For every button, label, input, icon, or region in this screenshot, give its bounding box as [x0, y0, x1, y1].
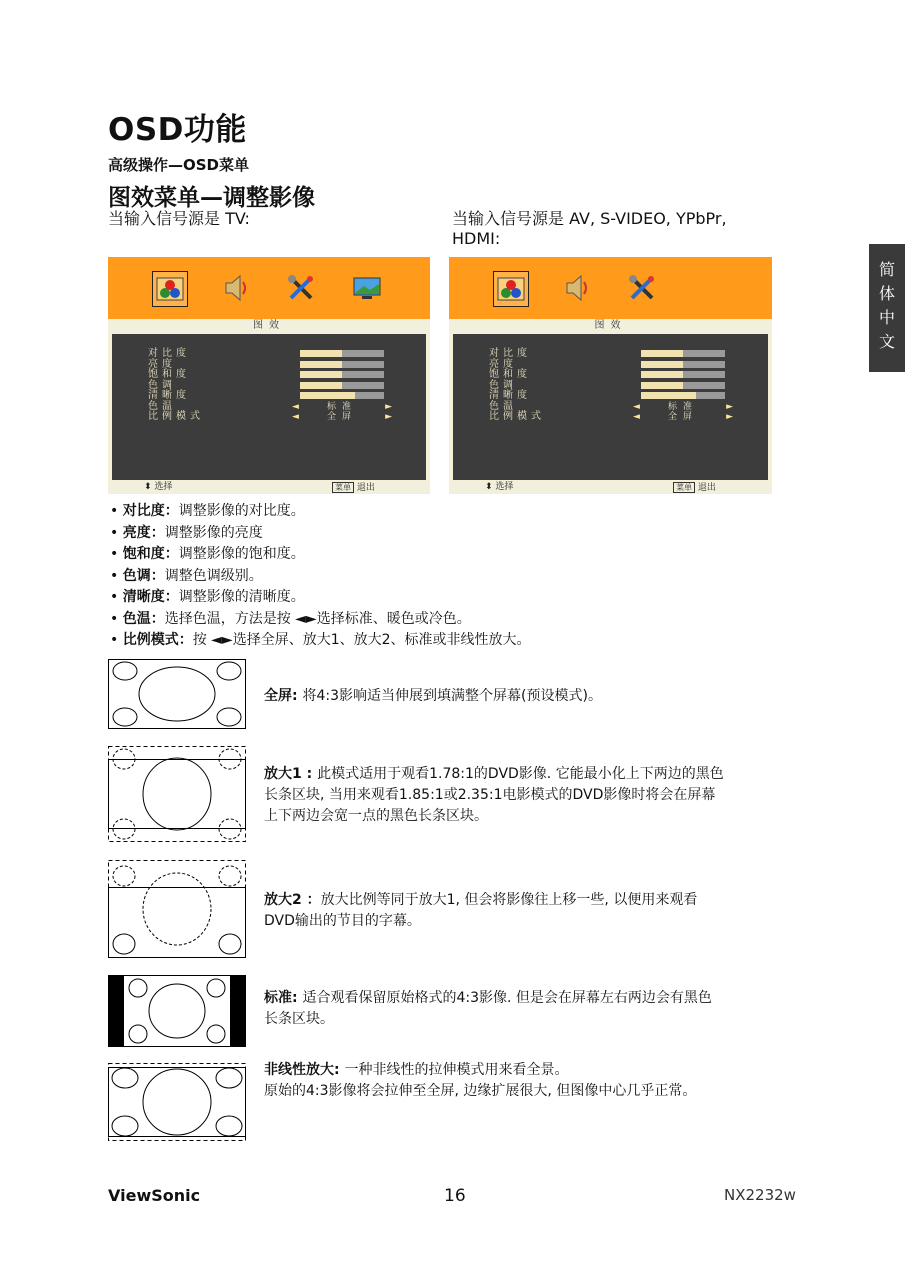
list-item: • 清晰度：调整影像的清晰度。: [110, 589, 305, 605]
osd-item-label[interactable]: 色温: [148, 400, 176, 412]
osd-item-label[interactable]: 色调: [489, 379, 517, 391]
osd-footer: [449, 481, 772, 494]
select-hint: ⬍ 选择: [144, 482, 173, 492]
section-title: 图效菜单—调整影像: [108, 185, 315, 211]
osd-menu-body: 对比度 亮度 饱和度 色调 清晰度 色温 比例模式 ◄ 标准 ► ◄ 全屏 ►: [112, 334, 426, 480]
osd-level-bar[interactable]: [641, 350, 725, 357]
mode-zoom1-desc: 放大1 : 此模式适用于观看1.78:1的DVD影像. 它能最小化上下两边的黑色 长条区块, 当用来观看1.85:1或2.35:1电影模式的DVD影像时将会在屏幕 上下两边会宽一点的黑色长条区块。: [264, 766, 724, 824]
fullscreen-diagram: [108, 659, 246, 729]
source-av-line2: HDMI:: [452, 229, 501, 248]
osd-item-label[interactable]: 比例模式: [489, 411, 545, 422]
tools-icon[interactable]: [625, 271, 659, 305]
osd-level-bar[interactable]: [641, 361, 725, 368]
exit-hint: 菜单 退出: [332, 481, 375, 495]
exit-hint: 菜单 退出: [673, 481, 716, 495]
osd-item-label[interactable]: 饱和度: [148, 369, 190, 380]
picture-icon[interactable]: [152, 271, 188, 307]
osd-level-bar[interactable]: [300, 361, 384, 368]
osd-item-label[interactable]: 饱和度: [489, 369, 531, 380]
osd-level-bar[interactable]: [300, 382, 384, 389]
standard-diagram: [108, 975, 246, 1047]
language-tab-char: 文: [878, 332, 895, 351]
osd-level-bar[interactable]: [641, 371, 725, 378]
list-item: • 对比度：调整影像的对比度。: [110, 503, 305, 519]
list-item: • 饱和度：调整影像的饱和度。: [110, 546, 305, 562]
mode-fullscreen-desc: 全屏: 将4:3影响适当伸展到填满整个屏幕(预设模式)。: [264, 688, 602, 704]
mode-nonlinear-desc: 非线性放大: 一种非线性的拉伸模式用来看全景。 原始的4:3影像将会拉伸至全屏, 边缘扩展很大, 但图像中心几乎正常。: [264, 1062, 697, 1099]
source-av-line1: 当输入信号源是 AV, S-VIDEO, YPbPr,: [452, 209, 727, 228]
osd-item-label[interactable]: 亮度: [148, 358, 176, 370]
feature-list: [110, 501, 531, 652]
osd-level-bar[interactable]: [641, 382, 725, 389]
nonlinear-diagram: [108, 1063, 246, 1141]
osd-footer: [108, 481, 430, 494]
monitor-icon[interactable]: [350, 271, 384, 305]
osd-item-label[interactable]: 色调: [148, 379, 176, 391]
osd-menu-title: 图效: [108, 319, 430, 333]
page-subtitle: 高级操作—OSD菜单: [108, 156, 250, 174]
source-av-label: [452, 209, 727, 249]
osd-level-bar[interactable]: [641, 392, 725, 399]
osd-menu-body: 对比度 亮度 饱和度 色调 清晰度 色温 比例模式 ◄ 标准 ► ◄ 全屏 ►: [453, 334, 768, 480]
osd-item-label[interactable]: 对比度: [148, 348, 190, 359]
source-tv-label: 当输入信号源是 TV:: [108, 209, 250, 228]
osd-menu-title: 图效: [449, 319, 772, 333]
select-hint: ⬍ 选择: [485, 482, 514, 492]
osd-item-label[interactable]: 亮度: [489, 358, 517, 370]
page-number: 16: [444, 1186, 466, 1206]
osd-item-label[interactable]: 清晰度: [489, 390, 531, 401]
audio-icon[interactable]: [218, 271, 252, 305]
picture-icon[interactable]: [493, 271, 529, 307]
osd-menu-tv: [108, 257, 430, 494]
list-item: • 色调：调整色调级别。: [110, 567, 263, 584]
osd-item-label[interactable]: 色温: [489, 400, 517, 412]
tools-icon[interactable]: [284, 271, 318, 305]
mode-standard-desc: 标准: 适合观看保留原始格式的4:3影像. 但是会在屏幕左右两边会有黑色 长条区块。: [264, 990, 712, 1027]
page-title: OSD功能: [108, 112, 247, 148]
list-item: • 比例模式：按 ◄►选择全屏、放大1、放大2、标准或非线性放大。: [110, 632, 531, 648]
osd-item-label[interactable]: 比例模式: [148, 411, 204, 422]
list-item: • 色温：选择色温，方法是按 ◄►选择标准、暖色或冷色。: [110, 610, 471, 627]
audio-icon[interactable]: [559, 271, 593, 305]
osd-item-label[interactable]: 对比度: [489, 348, 531, 359]
osd-level-bar[interactable]: [300, 371, 384, 378]
footer-brand: ViewSonic: [108, 1186, 201, 1205]
osd-item-label[interactable]: 清晰度: [148, 390, 190, 401]
mode-zoom2-desc: 放大2 ：放大比例等同于放大1, 但会将影像往上移一些, 以便用来观看 DVD输出的节目的字幕。: [264, 892, 698, 929]
list-item: • 亮度：调整影像的亮度: [110, 524, 263, 541]
osd-level-bar[interactable]: [300, 392, 384, 399]
language-tab: [869, 244, 905, 372]
language-tab-char: 简: [878, 260, 895, 279]
zoom2-diagram: [108, 860, 246, 958]
model-number: NX2232w: [724, 1186, 796, 1204]
osd-menu-av: [449, 257, 772, 494]
language-tab-char: 中: [878, 308, 895, 327]
zoom1-diagram: [108, 746, 246, 842]
language-tab-char: 体: [878, 284, 895, 303]
osd-level-bar[interactable]: [300, 350, 384, 357]
